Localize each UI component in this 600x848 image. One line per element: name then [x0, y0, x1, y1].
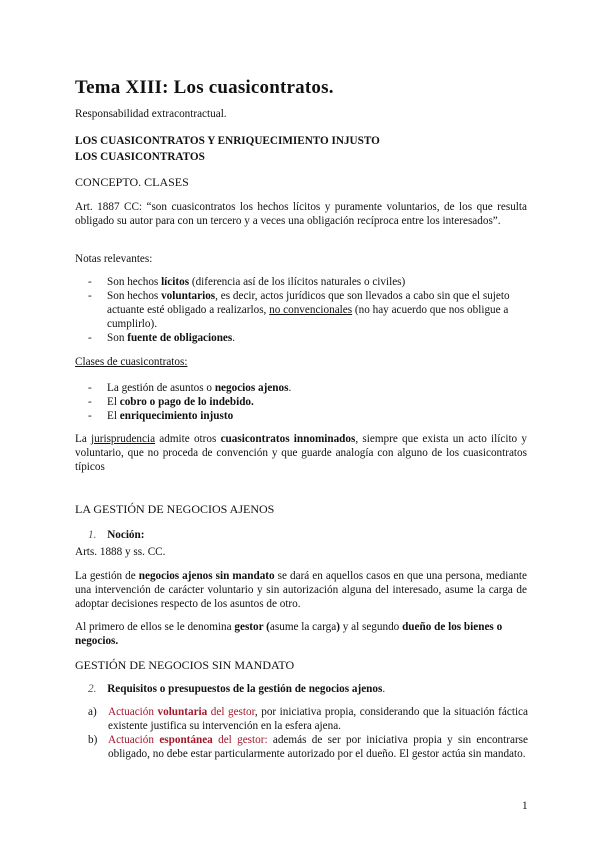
section-gestion: LA GESTIÓN DE NEGOCIOS AJENOS — [75, 502, 275, 516]
gestor-paragraph: Al primero de ellos se le denomina gestor (asume la carga) y al segundo dueño de los bienes o negocios. — [75, 621, 503, 647]
list-item: b) Actuación espontánea del gestor: además de ser por iniciativa propia y sin encontrarse obligado, no debe estar particularmente autorizado por el dueño. El gestor actúa sin mandato. — [88, 734, 528, 760]
requisitos-list — [88, 705, 528, 761]
page-number: 1 — [522, 800, 528, 812]
heading-main: LOS CUASICONTRATOS Y ENRIQUECIMIENTO INJUSTO — [75, 135, 380, 147]
jurisprudencia-paragraph: La jurisprudencia admite otros cuasicontratos innominados, siempre que exista un acto ilícito y voluntario, que no proceda de convención y que guarde analogía con alguno de los cuasicontratos típicos — [75, 433, 527, 473]
gestion-paragraph: La gestión de negocios ajenos sin mandato se dará en aquellos casos en que una persona, mediante una intervención de carácter voluntario y sin autorización alguna del interesado, asume la carga de adoptar decisiones respecto de los asuntos de otro. — [75, 570, 527, 610]
notas-label: Notas relevantes: — [75, 253, 153, 265]
list-item: - La gestión de asuntos o negocios ajenos. — [88, 382, 292, 394]
section-sin-mandato: GESTIÓN DE NEGOCIOS SIN MANDATO — [75, 658, 295, 672]
list-item: - Son hechos lícitos (diferencia así de los ilícitos naturales o civiles) — [88, 276, 406, 288]
requisitos-heading: 2. Requisitos o presupuestos de la gestión de negocios ajenos. — [88, 683, 386, 695]
notas-list — [88, 275, 528, 345]
subtitle: Responsabilidad extracontractual. — [75, 108, 227, 120]
page-title: Tema XIII: Los cuasicontratos. — [75, 77, 334, 98]
arts-1888: Arts. 1888 y ss. CC. — [75, 546, 166, 558]
list-item: - Son hechos voluntarios, es decir, actos jurídicos que son llevados a cabo sin que el sujeto actuante esté obligado a realizarlos, no convencionales (no hay acuerdo que nos obligue a cumplirlo). — [88, 290, 510, 330]
clases-list — [88, 381, 528, 423]
clases-label: Clases de cuasicontratos: — [75, 356, 188, 368]
nocion-heading: 1. Noción: — [88, 529, 145, 541]
list-item: - Son fuente de obligaciones. — [88, 332, 236, 344]
section-concepto: CONCEPTO. CLASES — [75, 175, 189, 189]
list-item: a) Actuación voluntaria del gestor, por iniciativa propia, considerando que la situación fáctica existente justifica su intervención en la esfera ajena. — [88, 706, 528, 732]
list-item: - El enriquecimiento injusto — [88, 410, 234, 422]
heading-cuasicontratos: LOS CUASICONTRATOS — [75, 151, 205, 163]
list-item: - El cobro o pago de lo indebido. — [88, 396, 254, 408]
art-1887-paragraph: Art. 1887 CC: “son cuasicontratos los hechos lícitos y puramente voluntarios, de los que resulta obligado su autor para con un tercero y a veces una obligación recíproca entre los interesados”. — [75, 201, 527, 227]
